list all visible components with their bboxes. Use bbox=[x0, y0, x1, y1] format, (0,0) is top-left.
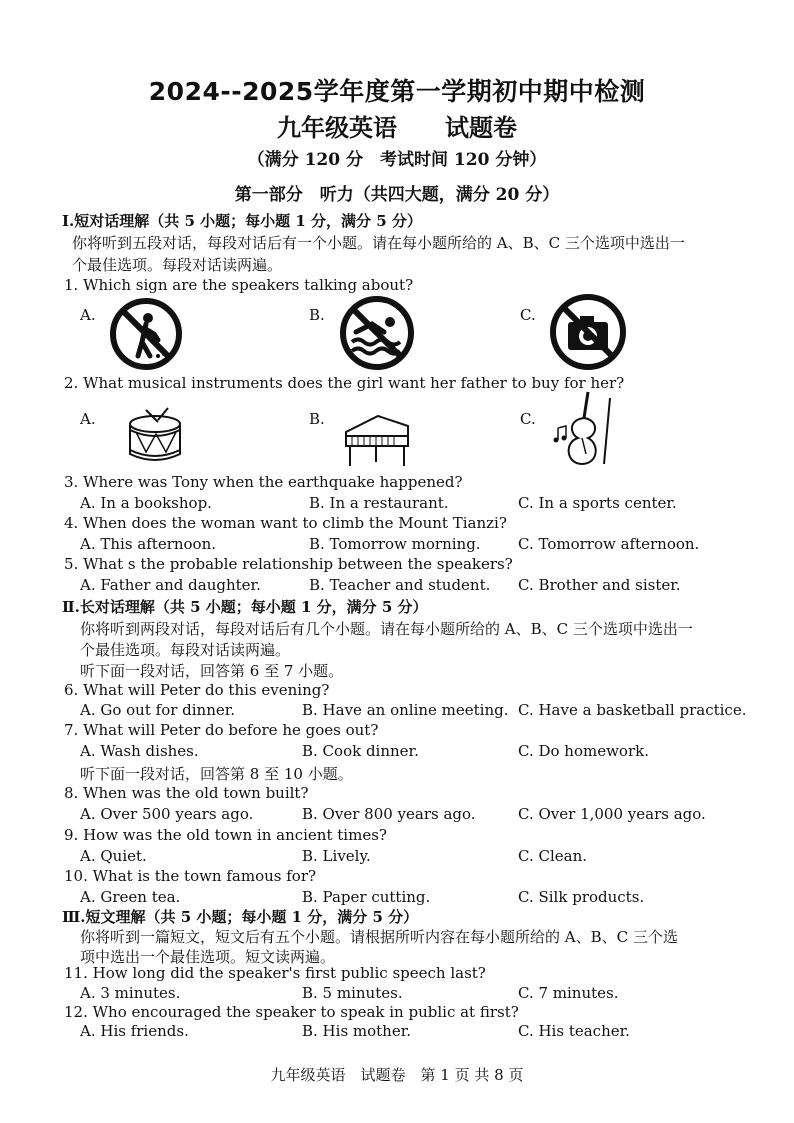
q5-option-c: C. Brother and sister. bbox=[518, 576, 681, 594]
exam-title: 2024--2025学年度第一学期初中期中检测 bbox=[148, 77, 646, 106]
section1-instructions-1: 你将听到五段对话，每段对话后有一个小题。请在每小题所给的 A、B、C 三个选项中选出一 bbox=[72, 234, 685, 252]
q4-option-b: B. Tomorrow morning. bbox=[309, 535, 481, 553]
q7-option-c: C. Do homework. bbox=[518, 742, 649, 760]
section2-instructions-1: 你将听到两段对话，每段对话后有几个小题。请在每小题所给的 A、B、C 三个选项中选出一 bbox=[80, 620, 693, 638]
question-7: 7. What will Peter do before he goes out? bbox=[64, 721, 379, 739]
question-12: 12. Who encouraged the speaker to speak in public at first? bbox=[64, 1003, 519, 1021]
piano-icon bbox=[338, 412, 414, 470]
q5-option-a: A. Father and daughter. bbox=[80, 576, 261, 594]
section1-title: Ⅰ.短对话理解（共 5 小题；每小题 1 分，满分 5 分） bbox=[62, 212, 422, 230]
q9-option-b: B. Lively. bbox=[302, 847, 371, 865]
score-info: （满分 120 分 考试时间 120 分钟） bbox=[247, 150, 547, 170]
q4-option-a: A. This afternoon. bbox=[80, 535, 217, 553]
q9-option-a: A. Quiet. bbox=[80, 847, 147, 865]
drum-icon bbox=[124, 406, 186, 468]
q5-option-b: B. Teacher and student. bbox=[309, 576, 491, 594]
question-4: 4. When does the woman want to climb the Mount Tianzi? bbox=[64, 514, 507, 532]
q7-option-a: A. Wash dishes. bbox=[80, 742, 199, 760]
question-6: 6. What will Peter do this evening? bbox=[64, 681, 330, 699]
q11-option-a: A. 3 minutes. bbox=[80, 984, 181, 1002]
part1-title: 第一部分 听力（共四大题，满分 20 分） bbox=[234, 185, 560, 205]
section2-title: Ⅱ.长对话理解（共 5 小题；每小题 1 分，满分 5 分） bbox=[62, 598, 428, 616]
page-footer: 九年级英语 试题卷 第 1 页 共 8 页 bbox=[270, 1066, 524, 1084]
q3-option-a: A. In a bookshop. bbox=[80, 494, 212, 512]
q11-option-b: B. 5 minutes. bbox=[302, 984, 403, 1002]
no-swimming-icon bbox=[338, 294, 416, 372]
q6-option-c: C. Have a basketball practice. bbox=[518, 701, 747, 719]
q10-option-c: C. Silk products. bbox=[518, 888, 645, 906]
q2-option-a: A. bbox=[80, 410, 96, 428]
q11-option-c: C. 7 minutes. bbox=[518, 984, 619, 1002]
section2-intro-2: 听下面一段对话，回答第 8 至 10 小题。 bbox=[80, 765, 353, 783]
q7-option-b: B. Cook dinner. bbox=[302, 742, 419, 760]
q8-option-a: A. Over 500 years ago. bbox=[80, 805, 254, 823]
q4-option-c: C. Tomorrow afternoon. bbox=[518, 535, 700, 553]
q1-option-a: A. bbox=[80, 306, 96, 324]
q3-option-c: C. In a sports center. bbox=[518, 494, 677, 512]
q10-option-b: B. Paper cutting. bbox=[302, 888, 431, 906]
question-10: 10. What is the town famous for? bbox=[64, 867, 317, 885]
question-2: 2. What musical instruments does the girl want her father to buy for her? bbox=[64, 374, 625, 392]
q12-option-c: C. His teacher. bbox=[518, 1022, 630, 1040]
question-11: 11. How long did the speaker's first public speech last? bbox=[64, 964, 486, 982]
section3-instructions-1: 你将听到一篇短文，短文后有五个小题。请根据所听内容在每小题所给的 A、B、C 三个选 bbox=[80, 928, 678, 946]
q6-option-a: A. Go out for dinner. bbox=[80, 701, 236, 719]
section2-instructions-2: 个最佳选项。每段对话读两遍。 bbox=[80, 641, 291, 659]
no-camera-icon bbox=[548, 292, 628, 372]
q1-option-b: B. bbox=[309, 306, 325, 324]
section3-title: Ⅲ.短文理解（共 5 小题；每小题 1 分，满分 5 分） bbox=[62, 908, 419, 926]
q12-option-b: B. His mother. bbox=[302, 1022, 412, 1040]
question-1: 1. Which sign are the speakers talking about? bbox=[64, 276, 414, 294]
question-3: 3. Where was Tony when the earthquake happened? bbox=[64, 473, 463, 491]
question-5: 5. What s the probable relationship between the speakers? bbox=[64, 555, 513, 573]
q12-option-a: A. His friends. bbox=[80, 1022, 189, 1040]
q3-option-b: B. In a restaurant. bbox=[309, 494, 449, 512]
q9-option-c: C. Clean. bbox=[518, 847, 588, 865]
q2-option-c: C. bbox=[520, 410, 536, 428]
q8-option-c: C. Over 1,000 years ago. bbox=[518, 805, 706, 823]
violin-icon bbox=[548, 388, 618, 470]
q6-option-b: B. Have an online meeting. bbox=[302, 701, 509, 719]
no-littering-icon bbox=[108, 296, 184, 372]
section1-instructions-2: 个最佳选项。每段对话读两遍。 bbox=[72, 256, 283, 274]
q2-option-b: B. bbox=[309, 410, 325, 428]
q10-option-a: A. Green tea. bbox=[80, 888, 181, 906]
question-8: 8. When was the old town built? bbox=[64, 784, 309, 802]
section2-intro-1: 听下面一段对话，回答第 6 至 7 小题。 bbox=[80, 662, 344, 680]
q8-option-b: B. Over 800 years ago. bbox=[302, 805, 476, 823]
section3-instructions-2: 项中选出一个最佳选项。短文读两遍。 bbox=[80, 948, 336, 966]
question-9: 9. How was the old town in ancient times? bbox=[64, 826, 387, 844]
q1-option-c: C. bbox=[520, 306, 536, 324]
exam-subtitle: 九年级英语 试题卷 bbox=[277, 114, 517, 142]
